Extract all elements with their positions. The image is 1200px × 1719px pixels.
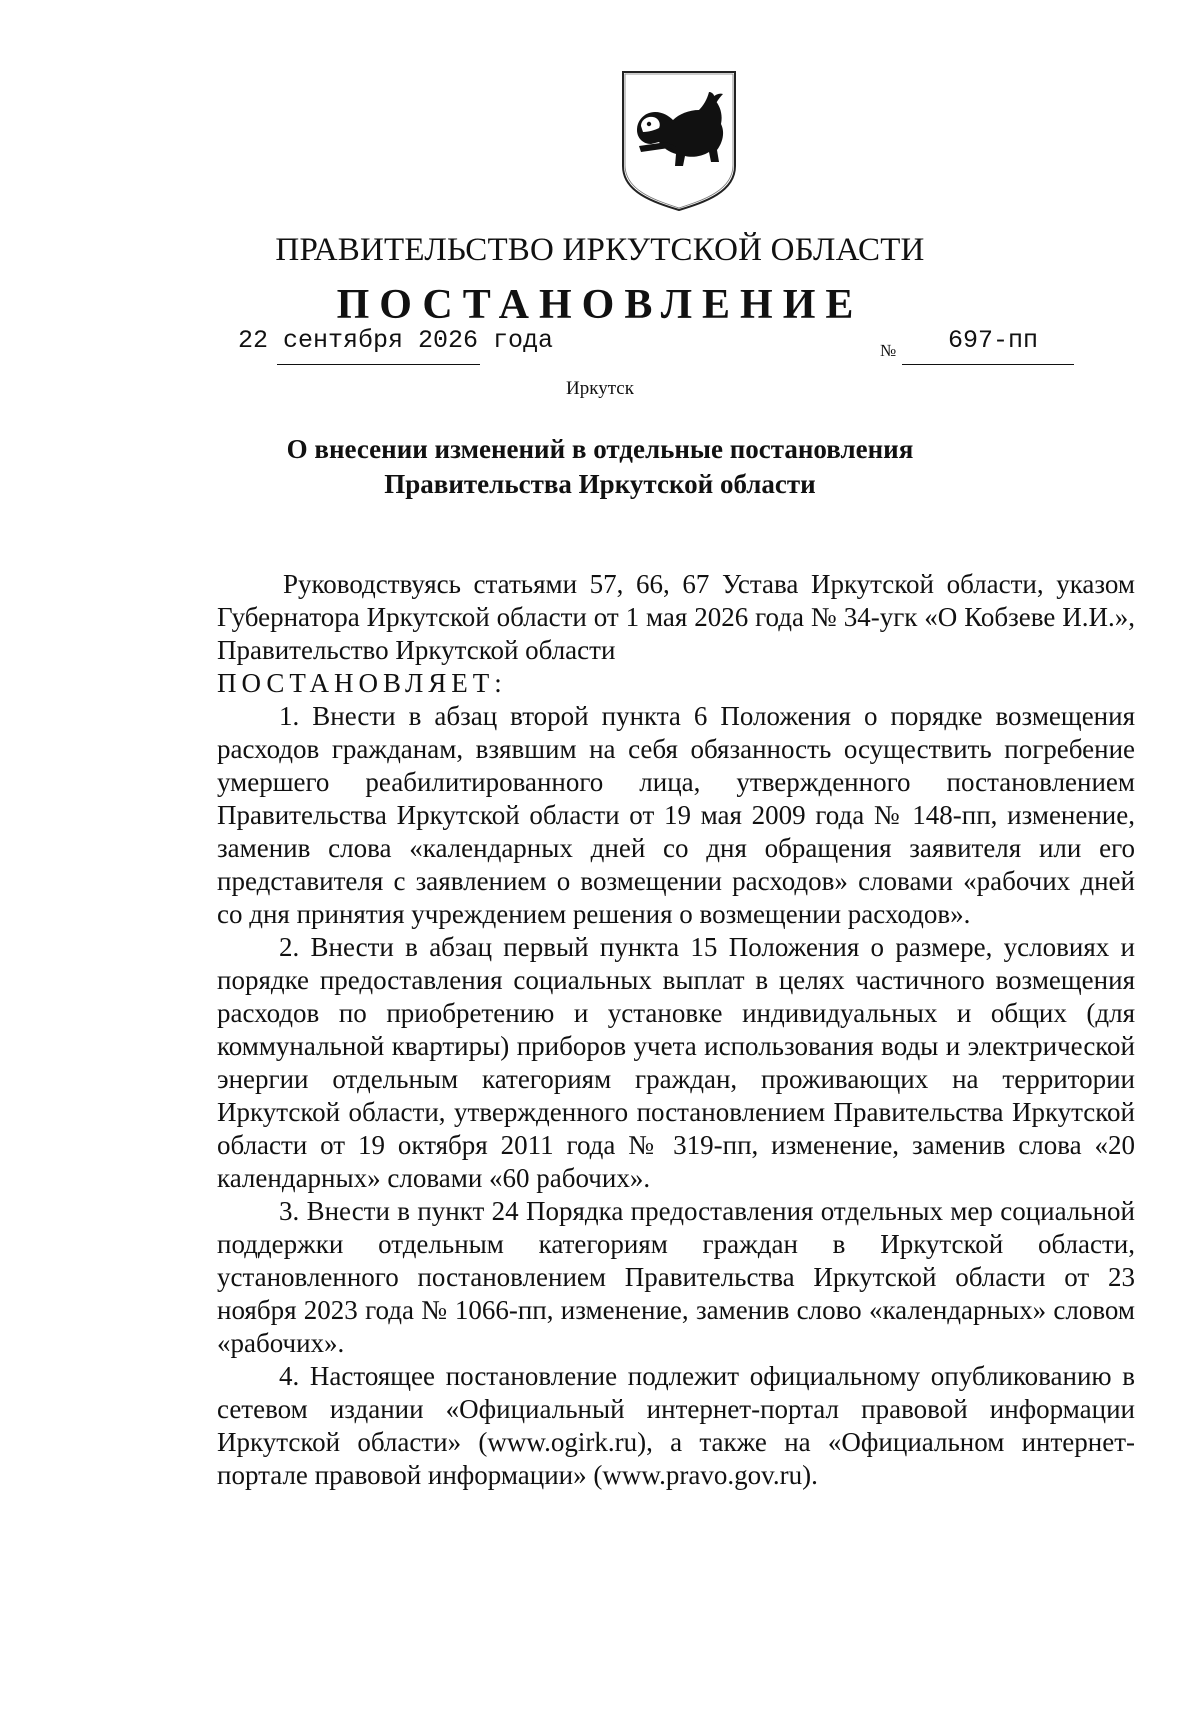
- document-number: 697-пп: [948, 326, 1039, 355]
- organization-name: ПРАВИТЕЛЬСТВО ИРКУТСКОЙ ОБЛАСТИ: [275, 232, 925, 268]
- resolves-heading: ПОСТАНОВЛЯЕТ:: [217, 668, 507, 698]
- item-1-paragraph: 1. Внести в абзац второй пункта 6 Положения о порядке возмещения расходов гражданам, взявшим на себя обязанность осуществить погребение умершего реабилитированного лица, утвержденного постановлением Правительства Иркутской области от 19 мая 2009 года № 148-пп, изменение, заменив слова «календарных дней со дня обращения заявителя или его представителя с заявлением о возмещении расходов» словами «рабочих дней со дня принятия учреждением решения о возмещении расходов».: [217, 701, 1135, 929]
- document-title: [150, 432, 1050, 502]
- item-2-paragraph: 2. Внести в абзац первый пункта 15 Положения о размере, условиях и порядке предоставления социальных выплат в целях частичного возмещения расходов по приобретению и установке индивидуальных и общих (для коммунальной квартиры) приборов учета использования воды и электрической энергии отдельным категориям граждан, проживающих на территории Иркутской области, утвержденного постановлением Правительства Иркутской области от 19 октября 2011 года № 319-пп, изменение, заменив слова «20 календарных» словами «60 рабочих».: [217, 932, 1135, 1193]
- document-type: ПОСТАНОВЛЕНИЕ: [336, 282, 864, 328]
- item-4-paragraph: 4. Настоящее постановление подлежит официальному опубликованию в сетевом издании «Официальный интернет-портал правовой информации Иркутской области» (www.ogirk.ru), а также на «Официальном интернет-портале правовой информации» (www.pravo.gov.ru).: [217, 1361, 1135, 1490]
- title-line-1: О внесении изменений в отдельные постановления: [286, 434, 914, 464]
- item-3-paragraph: 3. Внести в пункт 24 Порядка предоставления отдельных мер социальной поддержки отдельным категориям граждан в Иркутской области, установленного постановлением Правительства Иркутской области от 23 ноября 2023 года № 1066-пп, изменение, заменив слово «календарных» словом «рабочих».: [217, 1196, 1135, 1358]
- irkutsk-babr-coat-of-arms-icon: [619, 70, 739, 212]
- document-city: Иркутск: [566, 378, 634, 399]
- preamble-paragraph: Руководствуясь статьями 57, 66, 67 Устава Иркутской области, указом Губернатора Иркутской области от 1 мая 2026 года № 34-угк «О Кобзеве И.И.», Правительство Иркутской области: [217, 569, 1135, 665]
- date-underline: [277, 364, 480, 365]
- title-line-2: Правительства Иркутской области: [384, 469, 816, 499]
- document-body: [217, 568, 1135, 1492]
- number-sign: №: [880, 341, 897, 360]
- document-date: 22 сентября 2026 года: [238, 326, 554, 355]
- number-underline: [902, 364, 1074, 365]
